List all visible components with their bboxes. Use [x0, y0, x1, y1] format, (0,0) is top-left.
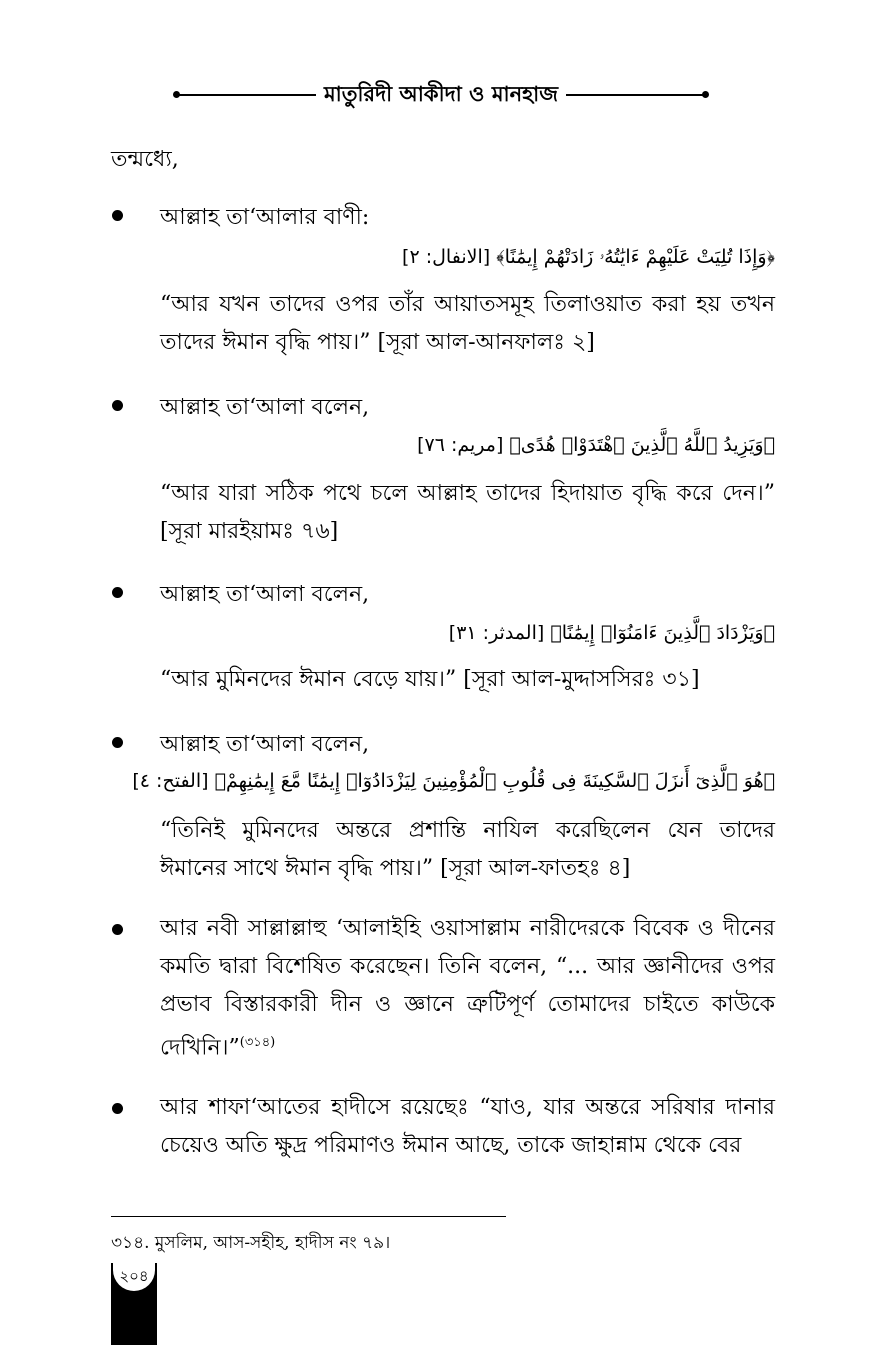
- item-lead: আল্লাহ তা‘আলার বাণী:: [160, 205, 370, 230]
- footnote-divider: [111, 1216, 506, 1217]
- verse-translation: “আর যারা সঠিক পথে চলে আল্লাহ তাদের হিদায়াত বৃদ্ধি করে দেন।” [সূরা মারইয়ামঃ ৭৬]: [160, 481, 775, 544]
- verse-translation: “তিনিই মুমিনদের অন্তরে প্রশান্তি নাযিল করেছিলেন যেন তাদের ঈমানের সাথে ঈমান বৃদ্ধি পায়।” [সূরা আল-ফাতহঃ ৪]: [160, 818, 775, 881]
- item-lead: আল্লাহ তা‘আলা বলেন,: [160, 732, 370, 757]
- arabic-verse: ﴿هُوَ ٱلَّذِىٓ أَنزَلَ ٱلسَّكِينَةَ فِى قُلُوبِ ٱلْمُؤْمِنِينَ لِيَزْدَادُوٓا۟ إِيمَٰنًا مَّعَ إِيمَٰنِهِمْ﴾ [الفتح: ٤]: [132, 770, 775, 792]
- arabic-verse: ﴿وَيَزْدَادَ ٱلَّذِينَ ءَامَنُوٓا۟ إِيمَٰنًا﴾ [المدثر: ٣١]: [448, 622, 775, 644]
- item-lead: আল্লাহ তা‘আলা বলেন,: [160, 395, 370, 420]
- paragraph-text: আর শাফা‘আতের হাদীসে রয়েছেঃ “যাও, যার অন্তরে সরিষার দানার চেয়েও অতি ক্ষুদ্র পরিমাণও ঈমান আছে, তাকে জাহান্নাম থেকে বের: [160, 1095, 775, 1158]
- header-rule-right: [566, 94, 706, 96]
- arabic-verse: ﴿وَيَزِيدُ ٱللَّهُ ٱلَّذِينَ ٱهْتَدَوْا۟ هُدًى﴾ [مريم: ٧٦]: [417, 434, 775, 456]
- page-number-tab: [111, 1263, 157, 1345]
- footnote-reference[interactable]: (৩১৪): [239, 1035, 276, 1050]
- item-lead: আল্লাহ তা‘আলা বলেন,: [160, 582, 370, 607]
- bullet-icon: [112, 210, 123, 221]
- verse-translation: “আর যখন তাদের ওপর তাঁর আয়াতসমূহ তিলাওয়াত করা হয় তখন তাদের ঈমান বৃদ্ধি পায়।” [সূরা আল-আনফালঃ ২]: [160, 292, 775, 355]
- header-rule-left: [176, 94, 316, 96]
- header-title: মাতুরিদী আকীদা ও মানহাজ: [324, 81, 559, 106]
- bullet-icon: [112, 737, 123, 748]
- bullet-icon: [112, 400, 123, 411]
- paragraph-body: আর নবী সাল্লাল্লাহু ‘আলাইহি ওয়াসাল্লাম নারীদেরকে বিবেক ও দীনের কমতি দ্বারা বিশেষিত করেছেন। তিনি বলেন, “... আর জ্ঞানীদের ওপর প্রভাব বিস্তারকারী দীন ও জ্ঞানে ত্রুটিপূর্ণ তোমাদের চাইতে কাউকে দেখিনি।”: [160, 916, 775, 1061]
- arabic-verse: ﴿وَإِذَا تُلِيَتْ عَلَيْهِمْ ءَايَٰتُهُۥ زَادَتْهُمْ إِيمَٰنًا﴾ [الانفال: ٢]: [402, 246, 775, 268]
- footnote-text: ৩১৪. মুসলিম, আস-সহীহ, হাদীস নং ৭৯।: [111, 1233, 391, 1253]
- bullet-icon: [112, 924, 123, 935]
- intro-text: তন্মধ্যে,: [111, 147, 179, 172]
- paragraph-text: [160, 910, 775, 1067]
- page-number: ২০৪: [111, 1263, 157, 1293]
- running-header: [176, 78, 706, 112]
- bullet-icon: [112, 587, 123, 598]
- verse-translation: “আর মুমিনদের ঈমান বেড়ে যায়।” [সূরা আল-মুদ্দাসসিরঃ ৩১]: [160, 667, 700, 692]
- bullet-icon: [112, 1103, 123, 1114]
